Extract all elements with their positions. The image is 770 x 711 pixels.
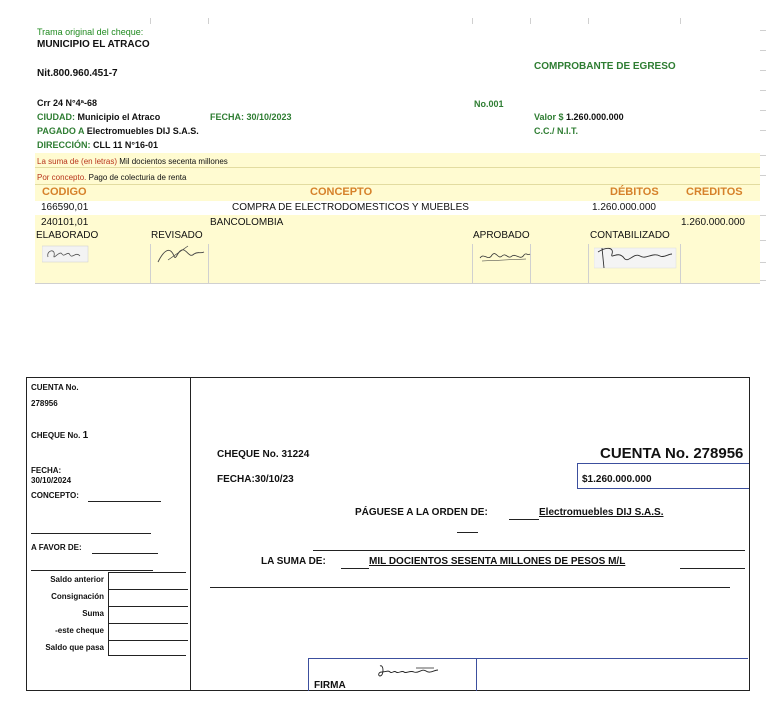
ledger-este-cheque: -este cheque bbox=[55, 626, 104, 635]
stub-afavor-label: A FAVOR DE: bbox=[31, 543, 82, 552]
stub-concepto-label: CONCEPTO: bbox=[31, 491, 79, 500]
concepto-row bbox=[37, 173, 186, 182]
firma-label: FIRMA bbox=[314, 680, 346, 691]
cc-nit: C.C./ N.I.T. bbox=[534, 126, 579, 136]
stub-concepto-line bbox=[88, 501, 161, 502]
direccion-row bbox=[37, 140, 158, 150]
direccion-value: CLL 11 N°16-01 bbox=[93, 140, 158, 150]
row1-codigo: 166590,01 bbox=[41, 202, 89, 213]
ledger-box bbox=[108, 572, 186, 656]
ledger-consignacion: Consignación bbox=[51, 592, 104, 601]
stub-cuenta-value: 278956 bbox=[31, 399, 58, 408]
suma-value: Mil docientos secenta millones bbox=[119, 157, 228, 166]
concepto-value: Pago de colecturia de renta bbox=[88, 173, 187, 182]
cheque-cuenta: CUENTA No. 278956 bbox=[600, 445, 744, 462]
nit: Nit.800.960.451-7 bbox=[37, 68, 118, 79]
comprobante-title: COMPROBANTE DE EGRESO bbox=[534, 61, 676, 72]
stub-ledger bbox=[30, 572, 190, 656]
ledger-suma: Suma bbox=[82, 609, 104, 618]
trama-label: Trama original del cheque: bbox=[37, 27, 144, 37]
valor-value: 1.260.000.000 bbox=[566, 112, 624, 122]
ledger-saldo-anterior: Saldo anterior bbox=[50, 575, 104, 584]
cheque-fecha: FECHA:30/10/23 bbox=[217, 474, 294, 485]
signature-revisado bbox=[154, 242, 206, 266]
revisado-label: REVISADO bbox=[151, 230, 203, 241]
cheque-signature bbox=[376, 662, 440, 680]
suma-label: La suma de (en letras) bbox=[37, 157, 118, 166]
pagado-label: PAGADO A bbox=[37, 126, 85, 136]
elaborado-label: ELABORADO bbox=[36, 230, 99, 241]
suma-value: MIL DOCIENTOS SESENTA MILLONES DE PESOS M/L bbox=[369, 556, 626, 567]
paguese-label: PÁGUESE A LA ORDEN DE: bbox=[355, 507, 488, 518]
ciudad-row bbox=[37, 112, 160, 122]
concepto-label: Por concepto. bbox=[37, 173, 87, 182]
valor-row bbox=[534, 112, 624, 122]
contabilizado-label: CONTABILIZADO bbox=[590, 230, 670, 241]
header-creditos: CREDITOS bbox=[686, 186, 743, 198]
stub-afavor-line-2 bbox=[31, 570, 153, 571]
signature-aprobado bbox=[478, 246, 532, 266]
signature-contabilizado bbox=[594, 242, 678, 270]
suma-row bbox=[37, 157, 228, 166]
stub-cheque-row bbox=[31, 430, 88, 441]
row1-debito: 1.260.000.000 bbox=[592, 202, 656, 213]
stub-divider bbox=[190, 377, 191, 691]
cheque-monto: $1.260.000.000 bbox=[582, 474, 652, 485]
pagado-value: Electromuebles DIJ S.A.S. bbox=[86, 126, 199, 136]
valor-label: Valor $ bbox=[534, 112, 564, 122]
cheque-number: CHEQUE No. 31224 bbox=[217, 449, 310, 460]
stub-cheque-label: CHEQUE No. bbox=[31, 431, 81, 440]
stub-fecha-label: FECHA: bbox=[31, 466, 62, 475]
stub-cuenta-label: CUENTA No. bbox=[31, 383, 79, 392]
aprobado-label: APROBADO bbox=[473, 230, 530, 241]
row2-concepto: BANCOLOMBIA bbox=[210, 217, 284, 228]
pagado-row bbox=[37, 126, 199, 136]
row1-concepto: COMPRA DE ELECTRODOMESTICOS Y MUEBLES bbox=[232, 202, 469, 213]
stub-afavor-line bbox=[92, 553, 158, 554]
stub-concepto-line-2 bbox=[31, 533, 151, 534]
stub-fecha-value: 30/10/2024 bbox=[31, 476, 72, 485]
direccion-top: Crr 24 N°4ª-68 bbox=[37, 98, 97, 108]
signature-elaborado bbox=[42, 244, 90, 264]
ledger-saldo-que-pasa: Saldo que pasa bbox=[45, 643, 104, 652]
header-debitos: DÉBITOS bbox=[610, 186, 659, 198]
direccion-label: DIRECCIÓN: bbox=[37, 140, 91, 150]
fecha-top: FECHA: 30/10/2023 bbox=[210, 112, 292, 122]
suma-label: LA SUMA DE: bbox=[261, 556, 326, 567]
row2-codigo: 240101,01 bbox=[41, 217, 89, 228]
paguese-value: Electromuebles DIJ S.A.S. bbox=[539, 507, 664, 518]
municipio-name: MUNICIPIO EL ATRACO bbox=[37, 39, 150, 50]
ciudad-label: CIUDAD: bbox=[37, 112, 75, 122]
header-codigo: CODIGO bbox=[42, 186, 87, 198]
stub-cheque-value: 1 bbox=[82, 430, 89, 441]
header-concepto: CONCEPTO bbox=[310, 186, 373, 198]
row2-credito: 1.260.000.000 bbox=[681, 217, 745, 228]
ciudad-value: Municipio el Atraco bbox=[77, 112, 161, 122]
comprobante-numero: No.001 bbox=[474, 99, 504, 109]
